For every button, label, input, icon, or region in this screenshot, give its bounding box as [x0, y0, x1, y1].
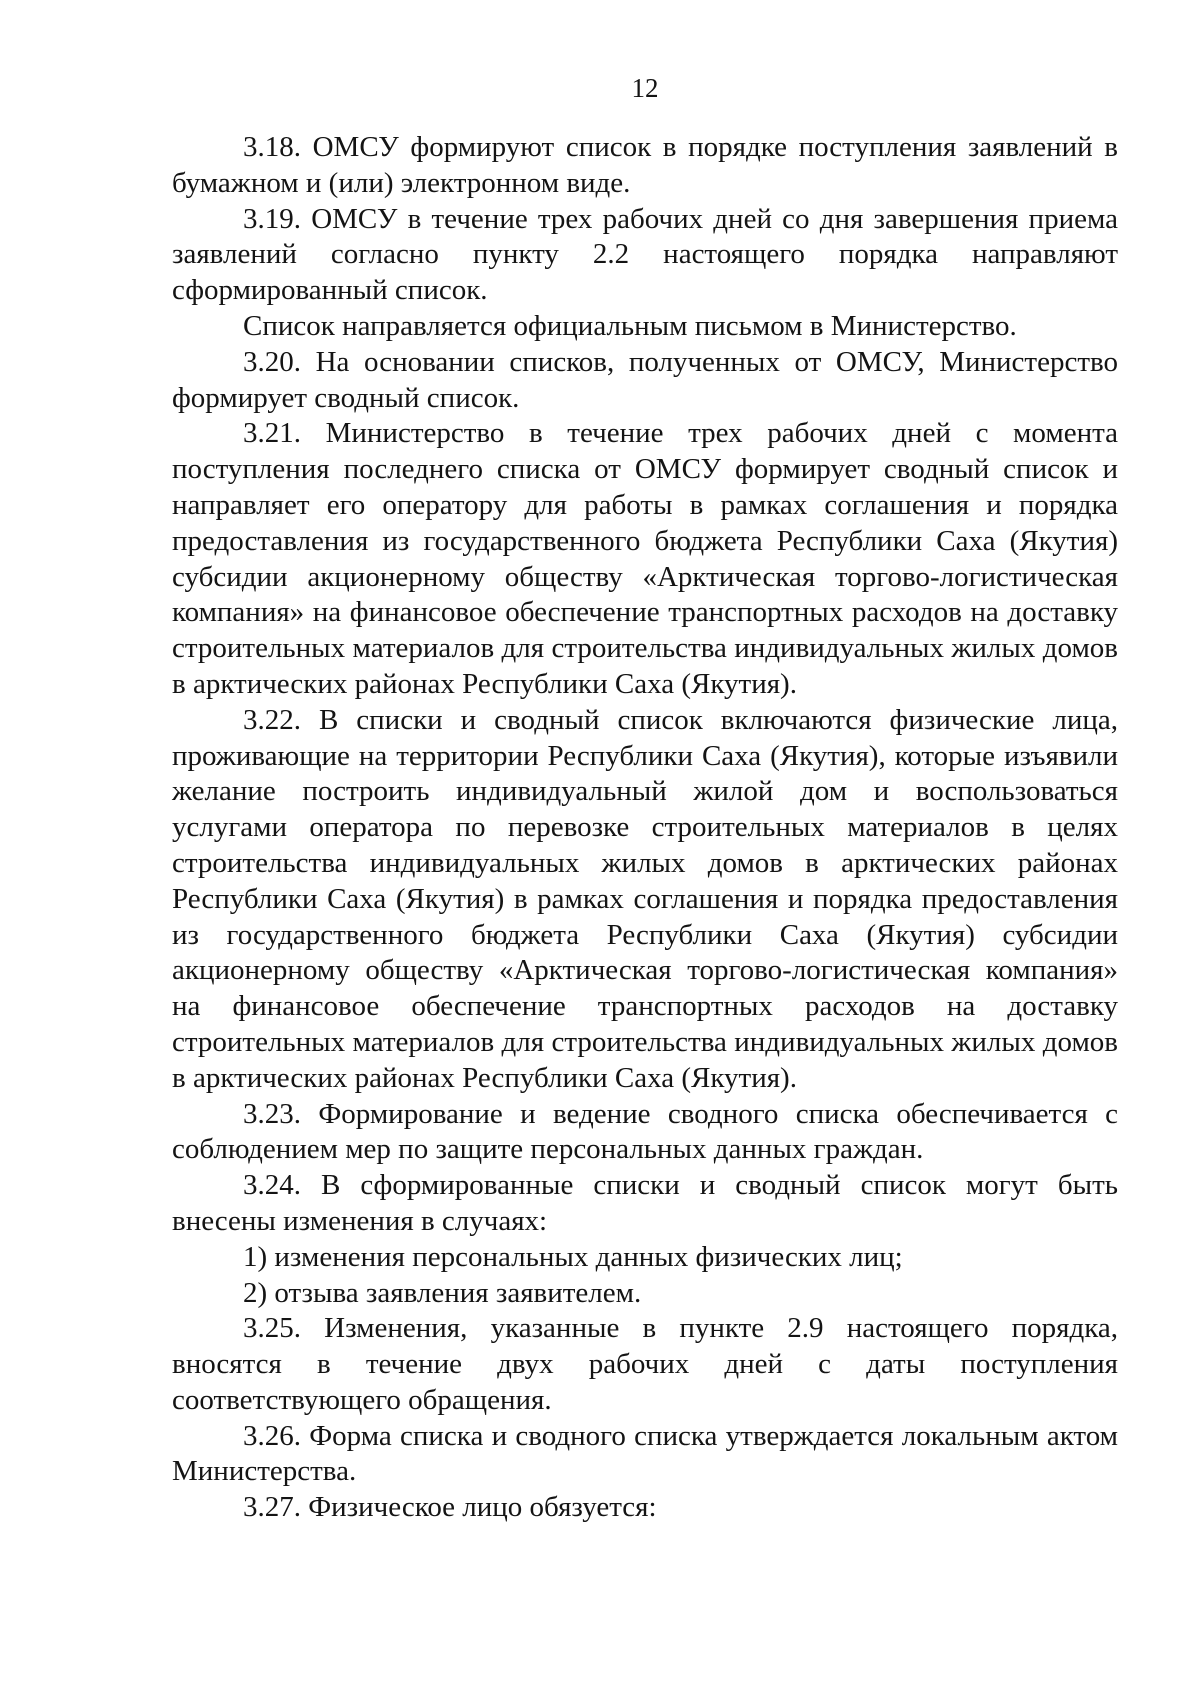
paragraph-3-24: 3.24. В сформированные списки и сводный список могут быть внесены изменения в случаях: [172, 1169, 1118, 1237]
paragraph-3-23: 3.23. Формирование и ведение сводного списка обеспечивается с соблюдением мер по защите персональных данных граждан. [172, 1097, 1118, 1166]
paragraph-3-25: 3.25. Изменения, указанные в пункте 2.9 настоящего порядка, вносятся в течение двух рабочих дней с даты поступления соответствующего обращения. [172, 1312, 1118, 1416]
paragraph-3-19: 3.19. ОМСУ в течение трех рабочих дней со дня завершения приема заявлений согласно пункту 2.2 настоящего порядка направляют сформированный список. [172, 202, 1118, 307]
paragraph-list-sent: Список направляется официальным письмом в Министерство. [243, 309, 1017, 342]
list-item-2: 2) отзыва заявления заявителем. [243, 1276, 642, 1309]
paragraph-3-27: 3.27. Физическое лицо обязуется: [243, 1491, 657, 1524]
paragraph-3-18: 3.18. ОМСУ формируют список в порядке поступления заявлений в бумажном и (или) электронном виде. [172, 131, 1118, 199]
page-number: 12 [631, 73, 659, 103]
paragraph-3-26: 3.26. Форма списка и сводного списка утверждается локальным актом Министерства. [172, 1419, 1118, 1488]
paragraph-3-21: 3.21. Министерство в течение трех рабочих дней с момента поступления последнего списка от ОМСУ формирует сводный список и направляет его оператору для работы в рамках соглашения и порядка предоставления из государственного бюджета Республики Саха (Якутия) субсидии акционерному обществу «Арктическая торгово-логистическая компания» на финансовое обеспечение транспортных расходов на доставку строительных материалов для строительства индивидуальных жилых домов в арктических районах Республики Саха (Якутия). [172, 417, 1118, 700]
document-body [172, 130, 1118, 1526]
paragraph-3-20: 3.20. На основании списков, полученных от ОМСУ, Министерство формирует сводный список. [172, 345, 1118, 414]
paragraph-3-22: 3.22. В списки и сводный список включаются физические лица, проживающие на территории Республики Саха (Якутия), которые изъявили желание построить индивидуальный жилой дом и воспользоваться услугами оператора по перевозке строительных материалов в целях строительства индивидуальных жилых домов в арктических районах Республики Саха (Якутия) в рамках соглашения и порядка предоставления из государственного бюджета Республики Саха (Якутия) субсидии акционерному обществу «Арктическая торгово-логистическая компания» на финансовое обеспечение транспортных расходов на доставку строительных материалов для строительства индивидуальных жилых домов в арктических районах Республики Саха (Якутия). [172, 703, 1118, 1094]
list-item-1: 1) изменения персональных данных физических лиц; [243, 1240, 903, 1273]
